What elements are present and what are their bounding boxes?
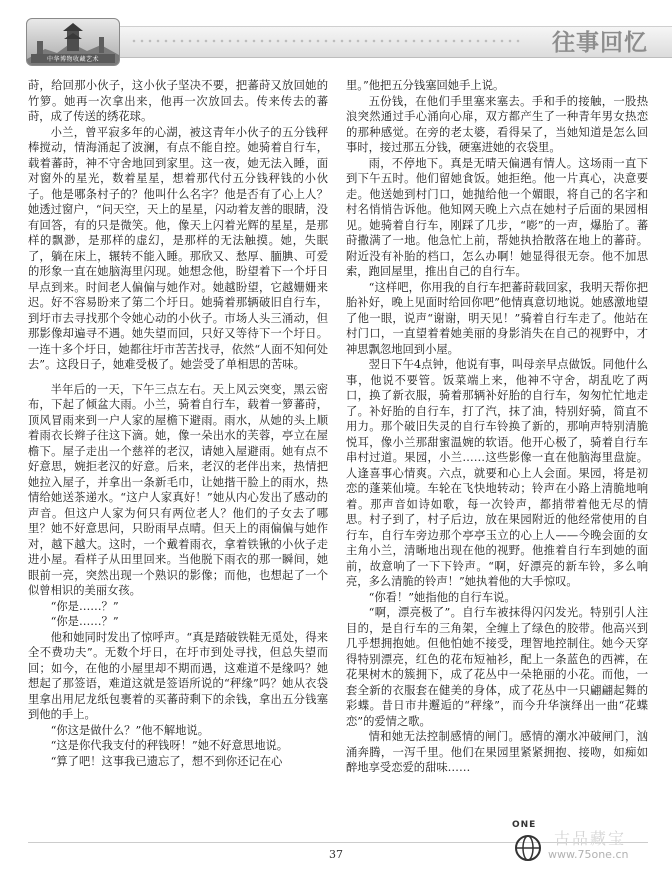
section-title: 往事回忆 [552,30,648,56]
paragraph: 雨，不停地下。真是无晴天偏遇有情人。这场雨一直下到下午五时。他们留她食饭。她拒绝。他一片真心，决意要走。他送她到村门口，她抛给他一个媚眼，将自己的名字和村名悄悄告诉他。他知网天晚上六点在她村子后面的果园相见。她骑着自行车，刚踩了几步，“嘭”的一声，爆胎了。蕃莳撒满了一地。他急忙上前，帮她执拾散落在地上的蕃莳。附近没有补胎的档口，怎么办啊！她显得很无奈。他不加思索，跑回屋里，推出自己的自行车。 [346,156,648,278]
paragraph: 情和她无法控制感情的闸门。感情的潮水冲破闸门，汹涌奔腾，一泻千里。他们在果园里紧紧拥抱、接吻，如痴如醉地享受恋爱的甜味…… [346,730,648,774]
magazine-logo [26,18,120,66]
dialogue-line: “你看！”她指他的自行车说。 [368,590,516,604]
header-dot-pattern [130,37,520,45]
dialogue-line: “你是……？” [50,615,119,628]
paragraph: 翌日下午4点钟，他说有事，叫母亲早点做饭。同他什么事，他说不要管。饭菜端上来，他神不守舍，胡乱吃了两口，换了新衣服，骑着那辆补好胎的自行车，匆匆忙忙地走了。补好胎的自行车，打了汽，抹了油，特别好骑，简直不用力。那个破旧失灵的自行车铃换了新的，那响声特别清脆悦耳，像小兰那甜蜜温婉的软语。他开心极了，骑着自行车串村过道。果园，小兰……这些影像一直在他脑海里盘旋。人逢喜事心情爽。六点，就要和心上人会面。果园，将是初恋的蓬莱仙境。车轮在飞快地转动；铃声在小路上清脆地响着。那声音如诗如歌，每一次铃声，都捎带着他无尽的情思。村子到了，村子后边，放在果园附近的他经常使用的自行车，自行车旁边那个亭亭玉立的心上人——今晚会面的女主角小兰，清晰地出现在他的视野。他推着自行车到她的面前，故意响了一下下铃声。“啊，好漂亮的新车铃，多么响亮，多么清脆的铃声！”她执着他的大手惊叹。 [346,358,648,588]
page-number: 37 [329,848,343,861]
dialogue-line: “这是你代我支付的秤钱呀！”她不好意思地说。 [50,739,289,752]
page-header [0,18,672,64]
watermark-faint-text: 古品藏宝 [554,829,627,848]
site-watermark [508,822,658,866]
logo-caption: 中华博物收藏艺术 [31,54,115,63]
paragraph: “这样吧，你用我的自行车把蕃莳载回家，我明天帮你把胎补好，晚上见面时给回你吧”他情真意切地说。她感激地望了他一眼，说声“谢谢，明天见！”骑着自行车走了。他站在村门口，一直望着着她美丽的身影消失在自己的视野中，才神思飘忽地回到小屋。 [346,280,648,356]
dialogue-line: “你是……？” [50,599,119,613]
paragraph: “啊，漂亮极了”。自行车被抹得闪闪发光。特别引人注目的，是自行车的三角架，全缠上了绿色的胶带。他高兴到几乎想拥抱她。但他怕她不接受，理智地控制住。她今天穿得特别漂亮，红色的花布短袖衫，配上一条蓝色的西裤，在花果树木的簇拥下，成了花丛中一朵艳丽的小花。而他，一套全新的衣服套在健美的身体，成了花丛中一只翩翩起舞的彩蝶。昔日市井邂逅的“秤缘”，而今升华演绎出一曲“花蝶恋”的爱情之歌。 [346,606,648,728]
paragraph: 里。”他把五分钱塞回她手上说。 [346,79,505,92]
paragraph: 他和她同时发出了惊呼声。“真是踏破铁鞋无觅处，得来全不费功夫”。无数个圩日，在圩市到处寻找，但总失望而回；如今，在他的小屋里却不期而遇，这难道不是缘吗？她想起了那签语，难道这就是签语所说的“秤缘”吗？她从衣袋里拿出用尼龙纸包裹着的买蕃莳剩下的余钱，拿出五分钱塞到他的手上。 [28,630,328,721]
article-column-left [28,78,328,769]
paragraph: 半年后的一天，下午三点左右。天上风云突变，黑云密布，下起了倾盆大雨。小兰，骑着自行车，载着一箩蕃莳，顶风冒雨来到一户人家的屋檐下避雨。雨水，从她的头上顺着雨衣长辫子往这下滴。她，像一朵出水的芙蓉，亭立在屋檐下。屋子走出一个慈祥的老汉，请她入屋避雨。她有点不好意思，婉拒老汉的好意。后来，老汉的老伴出来，热情把她拉入屋子，并拿出一条新毛巾，让她揩干脸上的雨水，热情给她送茶递水。“这户人家真好！”她从内心发出了感动的声音。但这户人家为何只有两位老人？他们的子女去了哪里？她不好意思问，只盼雨早点晴。但天上的雨偏偏与她作对，越下越大。这时，一个戴着雨衣，拿着铁锹的小伙子走进小屋。看样子从田里回来。当他脱下雨衣的那一瞬间，她眼前一亮，突然出现一个熟识的影像；而他，也想起了一个似曾相识的美丽女孩。 [28,382,328,597]
article-column-right [346,78,648,776]
watermark-url: www.75one.cn [548,848,629,861]
dialogue-line: “算了吧！这事我已遗忘了，想不到你还记在心 [50,754,283,768]
paragraph: 小兰，曾平寂多年的心湖，被这青年小伙子的五分钱秤棒搅动，情海涌起了波澜，有点不能自控。她骑着自行车，载着蕃莳，神不守舍地回到家里。这一夜，她无法入睡，面对窗外的星光，数着星星，想着那代付五分钱秤钱的小伙子。他是哪条村子的？他叫什么名字？他是否有了心上人？她透过窗户，“问天空，天上的星星，闪动着友善的眼睛，没有回答，有的只是微笑。他，像天上闪着光辉的星星，是那样的飘渺，是那样的虚幻，是那样的无法触摸。她，失眠了，躺在床上，辗转不能入睡。那欣又、愁厚、腼腆、可爱的形象一直在她脑海里闪现。她想念他，盼望着下一个圩日早点到来。时间老人偏偏与她作对。她越盼望，它越姗姗来迟。好不容易盼来了第二个圩日。她骑着那辆破旧自行车，到圩市去寻找那个令她心动的小伙子。市场人头三涌动，但那影像却遍寻不遇。她失望而回，只好又等待下一个圩日。一连十多个圩日，她都往圩市苦苦找寻，依然“人面不知何处去”。这段日子，她难受极了。她尝受了单相思的苦味。 [28,125,328,371]
watermark-brand: ONE [512,820,537,830]
paragraph: 五份钱，在他们手里塞来塞去。手和手的接触，一股热浪突然通过手心涌向心扉，双方都产生了一种青年男女热恋的那种感觉。在旁的老太婆，看得呆了，当她知道是怎么回事时，接过那五分钱，硬塞进她的衣袋里。 [346,94,648,154]
dialogue-line: “你这是做什么？”他不解地说。 [50,723,210,737]
paragraph: 莳，给回那小伙子，这小伙子坚决不要，把蕃莳又放回她的竹箩。她再一次拿出来，他再一次放回去。传来传去的蕃莳，成了传送的绣花球。 [28,79,328,123]
